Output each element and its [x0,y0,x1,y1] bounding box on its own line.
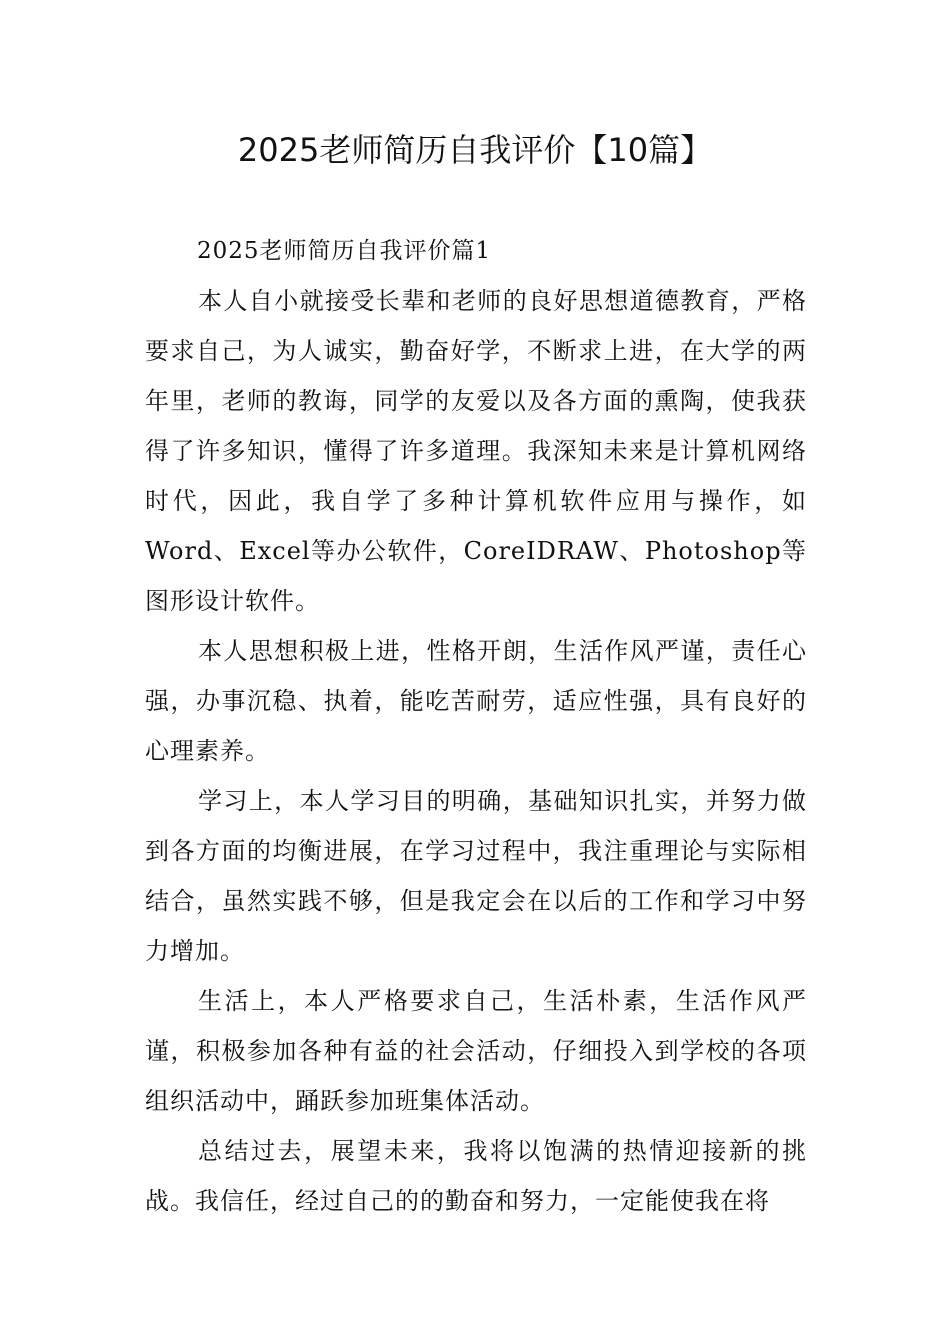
paragraph-3: 学习上，本人学习目的明确，基础知识扎实，并努力做到各方面的均衡进展，在学习过程中，我注重理论与实际相结合，虽然实践不够，但是我定会在以后的工作和学习中努力增加。 [145,787,807,965]
paragraph-2: 本人思想积极上进，性格开朗，生活作风严谨，责任心强，办事沉稳、执着，能吃苦耐劳，适应性强，具有良好的心理素养。 [145,637,807,765]
document-title: 2025老师简历自我评价【10篇】 [237,131,713,169]
paragraph-5: 总结过去，展望未来，我将以饱满的热情迎接新的挑战。我信任，经过自己的的勤奋和努力，一定能使我在将 [145,1137,807,1215]
paragraph-4: 生活上，本人严格要求自己，生活朴素，生活作风严谨，积极参加各种有益的社会活动，仔细投入到学校的各项组织活动中，踊跃参加班集体活动。 [145,987,807,1115]
document-body [145,226,807,1226]
paragraph-1: 本人自小就接受长辈和老师的良好思想道德教育，严格要求自己，为人诚实，勤奋好学，不断求上进，在大学的两年里，老师的教诲，同学的友爱以及各方面的熏陶，使我获得了许多知识，懂得了许多道理。我深知未来是计算机网络时代，因此，我自学了多种计算机软件应用与操作，如Word、Excel等办公软件，CoreIDRAW、Photoshop等图形设计软件。 [145,287,807,615]
section-heading: 2025老师简历自我评价篇1 [197,238,492,264]
